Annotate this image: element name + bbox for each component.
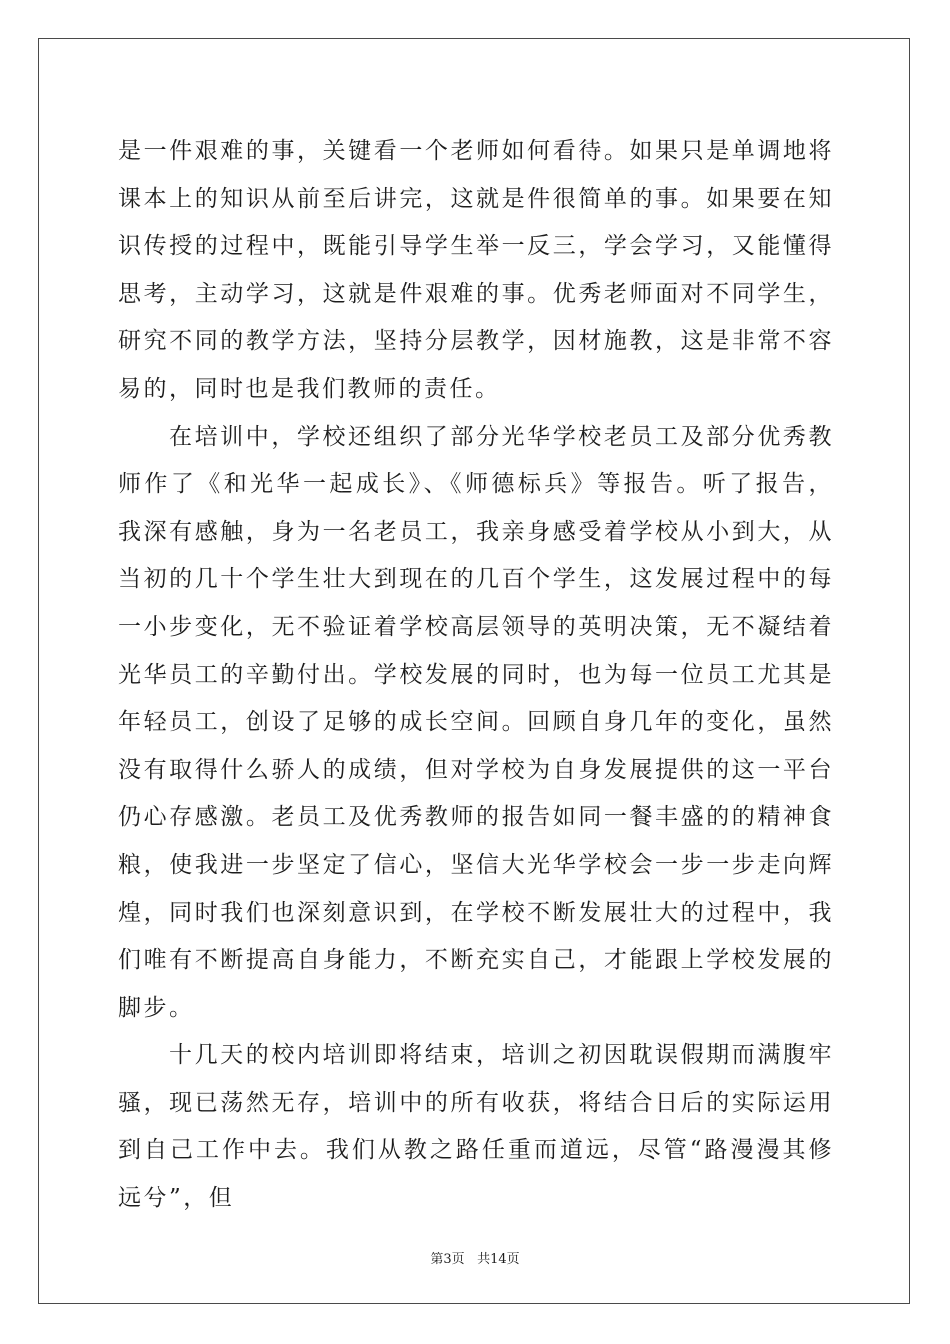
paragraph-1: 是一件艰难的事，关键看一个老师如何看待。如果只是单调地将课本上的知识从前至后讲完，这就是件很简单的事。如果要在知识传授的过程中，既能引导学生举一反三，学会学习，又能懂得思考，主动学习，这就是件艰难的事。优秀老师面对不同学生，研究不同的教学方法，坚持分层教学，因材施教，这是非常不容易的，同时也是我们教师的责任。 bbox=[118, 138, 834, 402]
page-total: 共14页 bbox=[477, 1252, 520, 1267]
paragraph-3: 十几天的校内培训即将结束，培训之初因耽误假期而满腹牢骚，现已荡然无存，培训中的所有收获，将结合日后的实际运用到自己工作中去。我们从教之路任重而道远，尽管“路漫漫其修远兮”，但 bbox=[118, 1042, 834, 1212]
document-body bbox=[118, 128, 834, 1223]
page-number: 第3页 bbox=[430, 1252, 465, 1267]
paragraph-2: 在培训中，学校还组织了部分光华学校老员工及部分优秀教师作了《和光华一起成长》、《师德标兵》等报告。听了报告，我深有感触，身为一名老员工，我亲身感受着学校从小到大，从当初的几十个学生壮大到现在的几百个学生，这发展过程中的每一小步变化，无不验证着学校高层领导的英明决策，无不凝结着光华员工的辛勤付出。学校发展的同时，也为每一位员工尤其是年轻员工，创设了足够的成长空间。回顾自身几年的变化，虽然没有取得什么骄人的成绩，但对学校为自身发展提供的这一平台仍心存感激。老员工及优秀教师的报告如同一餐丰盛的的精神食粮，使我进一步坚定了信心，坚信大光华学校会一步一步走向辉煌，同时我们也深刻意识到，在学校不断发展壮大的过程中，我们唯有不断提高自身能力，不断充实自己，才能跟上学校发展的脚步。 bbox=[118, 423, 834, 1021]
page-footer bbox=[0, 1248, 950, 1267]
